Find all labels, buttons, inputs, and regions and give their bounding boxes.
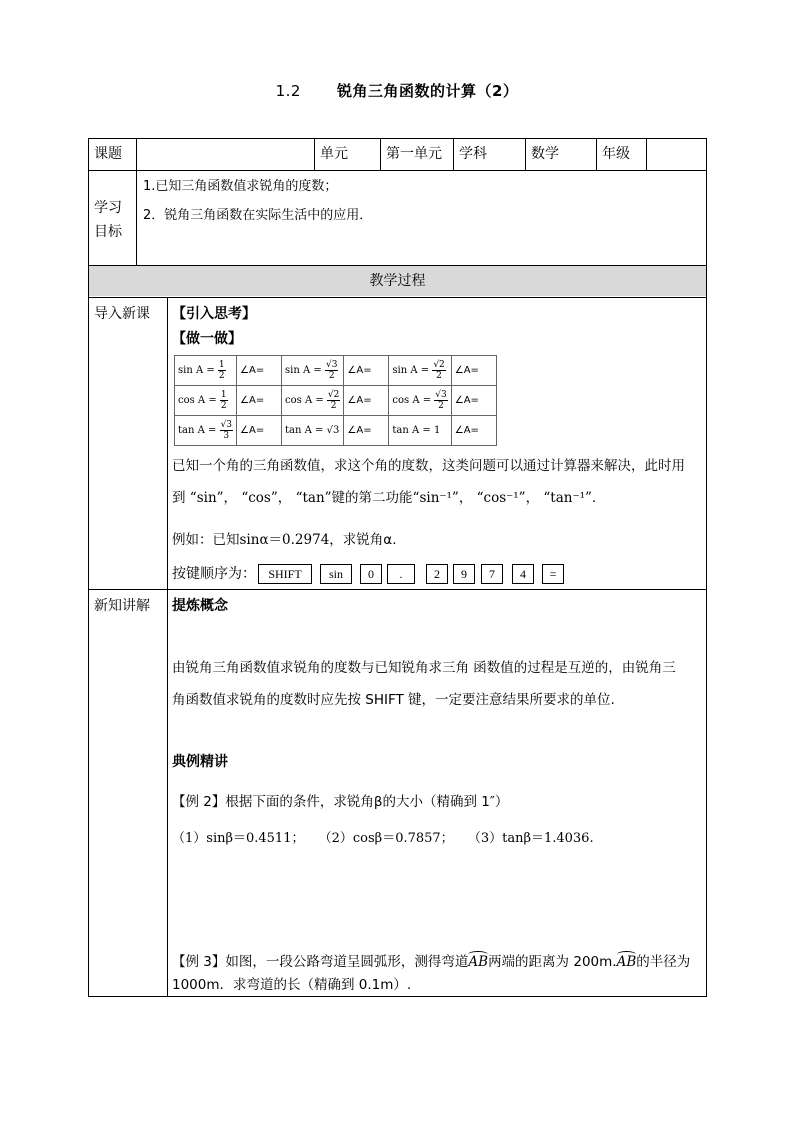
title-number: 1.2 [275, 82, 301, 100]
process-band-label: 教学过程 [369, 273, 426, 289]
intro-subheading: 【做一做】 [172, 331, 242, 347]
intro-paragraph-line2: 到 “sin”， “cos”， “tan”键的第二功能“sin⁻¹”， “cos⁻¹”， “tan⁻¹”. [172, 490, 597, 506]
objectives-label-1: 学习 [94, 200, 122, 216]
arc-ab-2: AB [616, 954, 637, 970]
table-cell: ∠A= [237, 416, 282, 446]
example-prefix: 例如：已知 [172, 532, 240, 548]
example2-part1: （1）sinβ＝0.4511； [172, 831, 305, 846]
key-equals: = [542, 564, 564, 584]
example2-parts [172, 829, 594, 849]
table-row [175, 386, 497, 416]
key-2: 2 [426, 564, 448, 584]
objective-item-2: 2．锐角三角函数在实际生活中的应用． [143, 208, 373, 223]
intro-label: 导入新课 [94, 306, 150, 322]
key-7: 7 [481, 564, 503, 584]
key-shift: SHIFT [258, 564, 312, 584]
table-cell: ∠A= [237, 356, 282, 386]
table-row [175, 356, 497, 386]
concept-line1: 由锐角三角函数值求锐角的度数与已知锐角求三角 函数值的过程是互逆的，由锐角三 [172, 660, 676, 676]
grade-label: 年级 [602, 146, 630, 162]
table-cell: tan A = $\frac{√3}{3}$ [175, 416, 237, 446]
fn-cos: “cos” [241, 490, 278, 506]
example-equation: sinα＝0.2974 [239, 532, 330, 548]
table-cell: cos A = $\frac{1}{2}$ [175, 386, 237, 416]
example-heading: 典例精讲 [172, 754, 228, 770]
example3-line2: 1000m．求弯道的长（精确到 0.1m）. [172, 977, 412, 993]
table-cell: cos A = $\frac{√3}{2}$ [389, 386, 451, 416]
table-cell: cos A = $\frac{√2}{2}$ [282, 386, 344, 416]
arc-ab: AB [468, 954, 489, 970]
intro-paragraph-line1: 已知一个角的三角函数值，求这个角的度数，这类问题可以通过计算器来解决，此时用 [172, 458, 685, 474]
example3-prefix: 【例 3】如图，一段公路弯道呈圆弧形，测得弯道 [172, 954, 469, 970]
table-cell: tan A = 1 [389, 416, 451, 446]
trig-value-table [174, 355, 497, 446]
key-sin: sin [320, 564, 352, 584]
fn-acos: “cos⁻¹” [476, 490, 526, 506]
key-0: 0 [360, 564, 382, 584]
fn-tan: “tan” [295, 490, 332, 506]
example3-line1 [172, 952, 690, 972]
fn-asin: “sin⁻¹” [412, 490, 459, 506]
objectives-label-2: 目标 [94, 224, 122, 240]
table-cell: ∠A= [451, 416, 496, 446]
topic-label: 课题 [94, 146, 122, 162]
table-cell: ∠A= [344, 416, 389, 446]
keys-label: 按键顺序为： [172, 566, 256, 582]
para-prefix: 到 [172, 490, 186, 506]
key-4: 4 [512, 564, 534, 584]
table-cell: ∠A= [237, 386, 282, 416]
subject-value: 数学 [531, 146, 559, 162]
unit-value: 第一单元 [386, 146, 442, 162]
example2-line: 【例 2】根据下面的条件，求锐角β的大小（精确到 1″） [172, 794, 509, 810]
example2-part3: （3）tanβ＝1.4036. [467, 831, 594, 846]
para-mid: 键的第二功能 [331, 490, 413, 506]
example-line [172, 530, 397, 550]
example3-mid: 两端的距离为 200m. [488, 954, 617, 970]
table-row [175, 416, 497, 446]
example-suffix: ，求锐角α. [329, 532, 397, 548]
document-title [0, 80, 794, 101]
concept-line2: 角函数值求锐角的度数时应先按 SHIFT 键，一定要注意结果所要求的单位. [172, 692, 615, 708]
concept-heading: 提炼概念 [172, 598, 228, 614]
key-9: 9 [453, 564, 475, 584]
example2-part2: （2）cosβ＝0.7857； [318, 831, 454, 846]
key-dot: . [387, 564, 415, 584]
table-cell: tan A = √3 [282, 416, 344, 446]
table-cell: ∠A= [344, 386, 389, 416]
objective-item-1: 1.已知三角函数值求锐角的度数； [143, 179, 338, 194]
table-cell: ∠A= [451, 356, 496, 386]
new-knowledge-label: 新知讲解 [94, 598, 150, 614]
intro-heading: 【引入思考】 [172, 306, 256, 322]
table-cell: ∠A= [344, 356, 389, 386]
table-cell: sin A = $\frac{1}{2}$ [175, 356, 237, 386]
fn-atan: “tan⁻¹” [543, 490, 592, 506]
subject-label: 学科 [459, 146, 487, 162]
fn-sin: “sin” [189, 490, 224, 506]
table-cell: sin A = $\frac{√2}{2}$ [389, 356, 451, 386]
table-cell: ∠A= [451, 386, 496, 416]
table-cell: sin A = $\frac{√3}{2}$ [282, 356, 344, 386]
title-text: 锐角三角函数的计算（2） [336, 82, 519, 100]
example3-suffix: 的半径为 [636, 954, 691, 970]
unit-label: 单元 [320, 146, 348, 162]
